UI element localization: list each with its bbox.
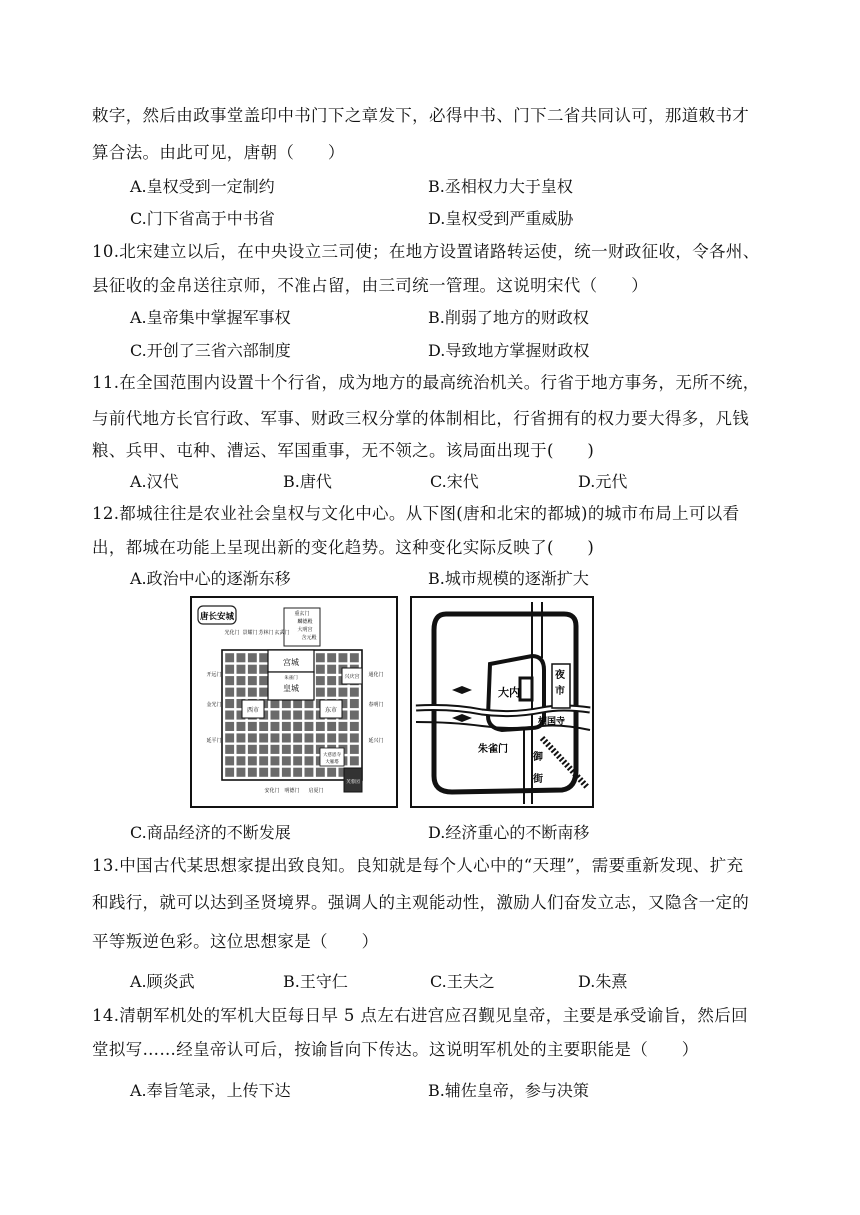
ward-block <box>305 722 314 731</box>
q14-stem-line1: 14.清朝军机处的军机大臣每日早 5 点左右进宫应召觐见皇帝，主要是承受谕旨，然后回 <box>92 1006 748 1025</box>
ward-block <box>339 653 348 662</box>
ward-block <box>293 745 302 754</box>
ward-block <box>225 756 234 765</box>
label-east-market: 东市 <box>324 707 338 714</box>
label-gate-xuanwu: 玄武门 <box>274 630 290 636</box>
ward-block <box>305 745 314 754</box>
ward-block <box>248 665 257 674</box>
ward-block <box>293 756 302 765</box>
label-night-market-char1: 夜 <box>555 670 565 681</box>
ward-block <box>259 733 268 742</box>
q11-stem-line2: 与前代地方长官行政、军事、财政三权分掌的体制相比，行省拥有的权力要大得多，凡钱 <box>92 409 750 428</box>
q12-stem-line2: 出，都城在功能上呈现出新的变化趋势。这种变化实际反映了( ) <box>92 538 595 557</box>
ward-block <box>327 722 336 731</box>
q13-option-a: A.顾炎武 <box>130 972 195 991</box>
ward-block <box>259 676 268 685</box>
ward-block <box>350 653 359 662</box>
ward-block <box>248 722 257 731</box>
label-xiangguo-temple: 相国寺 <box>538 717 566 727</box>
ward-block <box>271 722 280 731</box>
q10-option-c: C.开创了三省六部制度 <box>130 341 291 360</box>
ward-block <box>237 733 246 742</box>
ward-block <box>282 733 291 742</box>
tang-changan-map <box>190 596 398 808</box>
ward-block <box>327 676 336 685</box>
ward-block <box>350 711 359 720</box>
boat-icon <box>452 686 472 694</box>
label-gate-yanping: 延平门 <box>206 738 222 744</box>
song-kaifeng-map <box>410 596 594 808</box>
boat-icon <box>452 714 472 722</box>
label-gate-chunming: 春明门 <box>368 702 384 708</box>
ward-block <box>248 653 257 662</box>
label-palace-linde: 麟德殿 <box>297 619 313 625</box>
q13-stem-line3: 平等叛逆色彩。这位思想家是（ ） <box>92 932 379 951</box>
ward-block <box>248 756 257 765</box>
label-palace-hanyuan: 含元殿 <box>301 635 317 641</box>
ward-block <box>316 653 325 662</box>
ward-block <box>259 665 268 674</box>
ward-block <box>259 722 268 731</box>
q10-stem-line1: 10.北宋建立以后，在中央设立三司使；在地方设置诸路转运使，统一财政征收，令各州、 <box>92 242 760 261</box>
ward-block <box>282 768 291 777</box>
ward-block <box>305 768 314 777</box>
ward-block <box>316 733 325 742</box>
ward-block <box>339 722 348 731</box>
label-gate-jinguang: 金光门 <box>206 702 222 708</box>
label-gate-jingyao: 景耀门 <box>242 630 258 636</box>
ward-block <box>293 722 302 731</box>
label-night-market-char2: 市 <box>555 686 565 697</box>
label-gate-fanglin: 芳林门 <box>258 630 274 636</box>
ward-block <box>237 722 246 731</box>
ward-block <box>259 768 268 777</box>
q11-option-c: C.宋代 <box>430 472 479 491</box>
ward-block <box>316 722 325 731</box>
label-gate-kaiyuan: 开远门 <box>206 672 222 678</box>
ward-block <box>350 722 359 731</box>
q10-option-d: D.导致地方掌握财政权 <box>428 341 590 360</box>
label-huang-cheng: 皇城 <box>283 684 299 693</box>
ward-block <box>282 745 291 754</box>
ward-block <box>248 768 257 777</box>
q12-option-c: C.商品经济的不断发展 <box>130 823 291 842</box>
label-west-market: 西市 <box>246 707 260 714</box>
q9-stem-line1: 敕字，然后由政事堂盖印中书门下之章发下，必得中书、门下二省共同认可，那道敕书才 <box>92 106 750 125</box>
label-gate-qixia: 启夏门 <box>308 788 324 794</box>
label-yu-jie-char1: 御 <box>533 752 543 763</box>
q10-option-b: B.削弱了地方的财政权 <box>428 308 589 327</box>
ward-block <box>293 733 302 742</box>
ward-block <box>282 756 291 765</box>
ward-block <box>259 756 268 765</box>
ward-block <box>248 676 257 685</box>
label-temple-ciensi: 大慈恩寺 <box>323 753 341 758</box>
ward-block <box>282 722 291 731</box>
ward-block <box>305 733 314 742</box>
q11-option-d: D.元代 <box>578 472 628 491</box>
south-east-canal <box>542 738 588 788</box>
ward-block <box>327 733 336 742</box>
ward-block <box>271 733 280 742</box>
ward-block <box>316 676 325 685</box>
q14-option-a: A.奉旨笔录，上传下达 <box>130 1081 291 1100</box>
label-gate-anhua: 安化门 <box>264 788 280 794</box>
ward-block <box>225 733 234 742</box>
ward-block <box>225 688 234 697</box>
ward-block <box>282 711 291 720</box>
q12-stem-line1: 12.都城往往是农业社会皇权与文化中心。从下图(唐和北宋的都城)的城市布局上可以看 <box>92 504 740 523</box>
q14-option-b: B.辅佐皇帝，参与决策 <box>428 1081 589 1100</box>
q12-option-b: B.城市规模的逐渐扩大 <box>428 569 589 588</box>
q9-option-c: C.门下省高于中书省 <box>130 209 275 228</box>
map-title: 唐长安城 <box>199 612 235 622</box>
ward-block <box>305 756 314 765</box>
ward-block <box>225 722 234 731</box>
label-palace-daming: 大明宫 <box>297 627 313 633</box>
ward-block <box>293 711 302 720</box>
ward-block <box>237 665 246 674</box>
label-gate-guanghua: 光化门 <box>224 630 240 636</box>
ward-block <box>327 653 336 662</box>
ward-block <box>327 688 336 697</box>
q11-option-b: B.唐代 <box>283 472 332 491</box>
q12-option-d: D.经济重心的不断南移 <box>428 823 590 842</box>
ward-block <box>259 745 268 754</box>
ward-block <box>327 665 336 674</box>
q9-option-b: B.丞相权力大于皇权 <box>428 177 573 196</box>
ward-block <box>350 745 359 754</box>
ward-block <box>225 653 234 662</box>
ward-block <box>305 711 314 720</box>
ward-block <box>350 688 359 697</box>
ward-block <box>259 653 268 662</box>
ward-block <box>316 688 325 697</box>
ward-block <box>259 688 268 697</box>
q11-stem-line3: 粮、兵甲、屯种、漕运、军国重事，无不领之。该局面出现于( ) <box>92 441 595 460</box>
ward-block <box>237 676 246 685</box>
ward-block <box>237 688 246 697</box>
label-palace-xingqing: 兴庆宫 <box>344 674 360 680</box>
ward-block <box>350 733 359 742</box>
label-gate-yanxing: 延兴门 <box>368 738 384 744</box>
ward-block <box>248 733 257 742</box>
ward-block <box>237 756 246 765</box>
ward-block <box>271 756 280 765</box>
ward-block <box>225 745 234 754</box>
label-yu-jie-char2: 街 <box>533 774 543 785</box>
q13-option-c: C.王夫之 <box>430 972 495 991</box>
q9-option-a: A.皇权受到一定制约 <box>130 177 275 196</box>
label-pagoda-dayan: 大雁塔 <box>325 760 339 765</box>
q13-option-d: D.朱熹 <box>578 972 628 991</box>
ward-block <box>339 733 348 742</box>
ward-block <box>327 768 336 777</box>
label-da-nei: 大内 <box>498 686 520 699</box>
ward-block <box>248 688 257 697</box>
ward-block <box>225 699 234 708</box>
q12-option-a: A.政治中心的逐渐东移 <box>130 569 291 588</box>
q10-option-a: A.皇帝集中掌握军事权 <box>130 308 291 327</box>
label-gate-tonghua: 通化门 <box>368 672 384 678</box>
label-gate-chongxuan: 重玄门 <box>294 611 310 617</box>
ward-block <box>339 688 348 697</box>
ward-block <box>225 676 234 685</box>
ward-block <box>271 745 280 754</box>
ward-block <box>225 768 234 777</box>
ward-block <box>271 768 280 777</box>
q14-stem-line2: 堂拟写……经皇帝认可后，按谕旨向下传达。这说明军机处的主要职能是（ ） <box>92 1040 699 1059</box>
ward-block <box>316 768 325 777</box>
ward-block <box>293 768 302 777</box>
q9-stem-line2: 算合法。由此可见，唐朝（ ） <box>92 143 345 162</box>
ward-block <box>248 745 257 754</box>
q13-stem-line1: 13.中国古代某思想家提出致良知。良知就是每个人心中的“天理”，需要重新发现、扩充 <box>92 856 744 875</box>
label-gong-cheng: 宫城 <box>283 658 299 667</box>
label-gate-zhuque: 朱雀门 <box>478 744 508 755</box>
ward-block <box>237 768 246 777</box>
ward-block <box>350 756 359 765</box>
ward-block <box>225 665 234 674</box>
palace-da-nei <box>520 678 532 700</box>
ward-block <box>237 653 246 662</box>
q13-stem-line2: 和践行，就可以达到圣贤境界。强调人的主观能动性，激励人们奋发立志，又隐含一定的 <box>92 893 750 912</box>
label-park-furong: 芙蓉园 <box>346 780 360 785</box>
q9-option-d: D.皇权受到严重威胁 <box>428 209 574 228</box>
ward-block <box>271 711 280 720</box>
q10-stem-line2: 县征收的金帛送往京师，不准占留，由三司统一管理。这说明宋代（ ） <box>92 276 649 295</box>
label-gate-mingde: 明德门 <box>284 788 300 794</box>
ward-block <box>225 711 234 720</box>
q13-option-b: B.王守仁 <box>283 972 348 991</box>
ward-block <box>237 745 246 754</box>
q11-stem-line1: 11.在全国范围内设置十个行省，成为地方的最高统治机关。行省于地方事务，无所不统， <box>92 373 760 392</box>
label-gate-zhuque-left: 朱雀门 <box>284 676 298 681</box>
q11-option-a: A.汉代 <box>130 472 179 491</box>
ward-block <box>316 665 325 674</box>
ward-block <box>350 699 359 708</box>
